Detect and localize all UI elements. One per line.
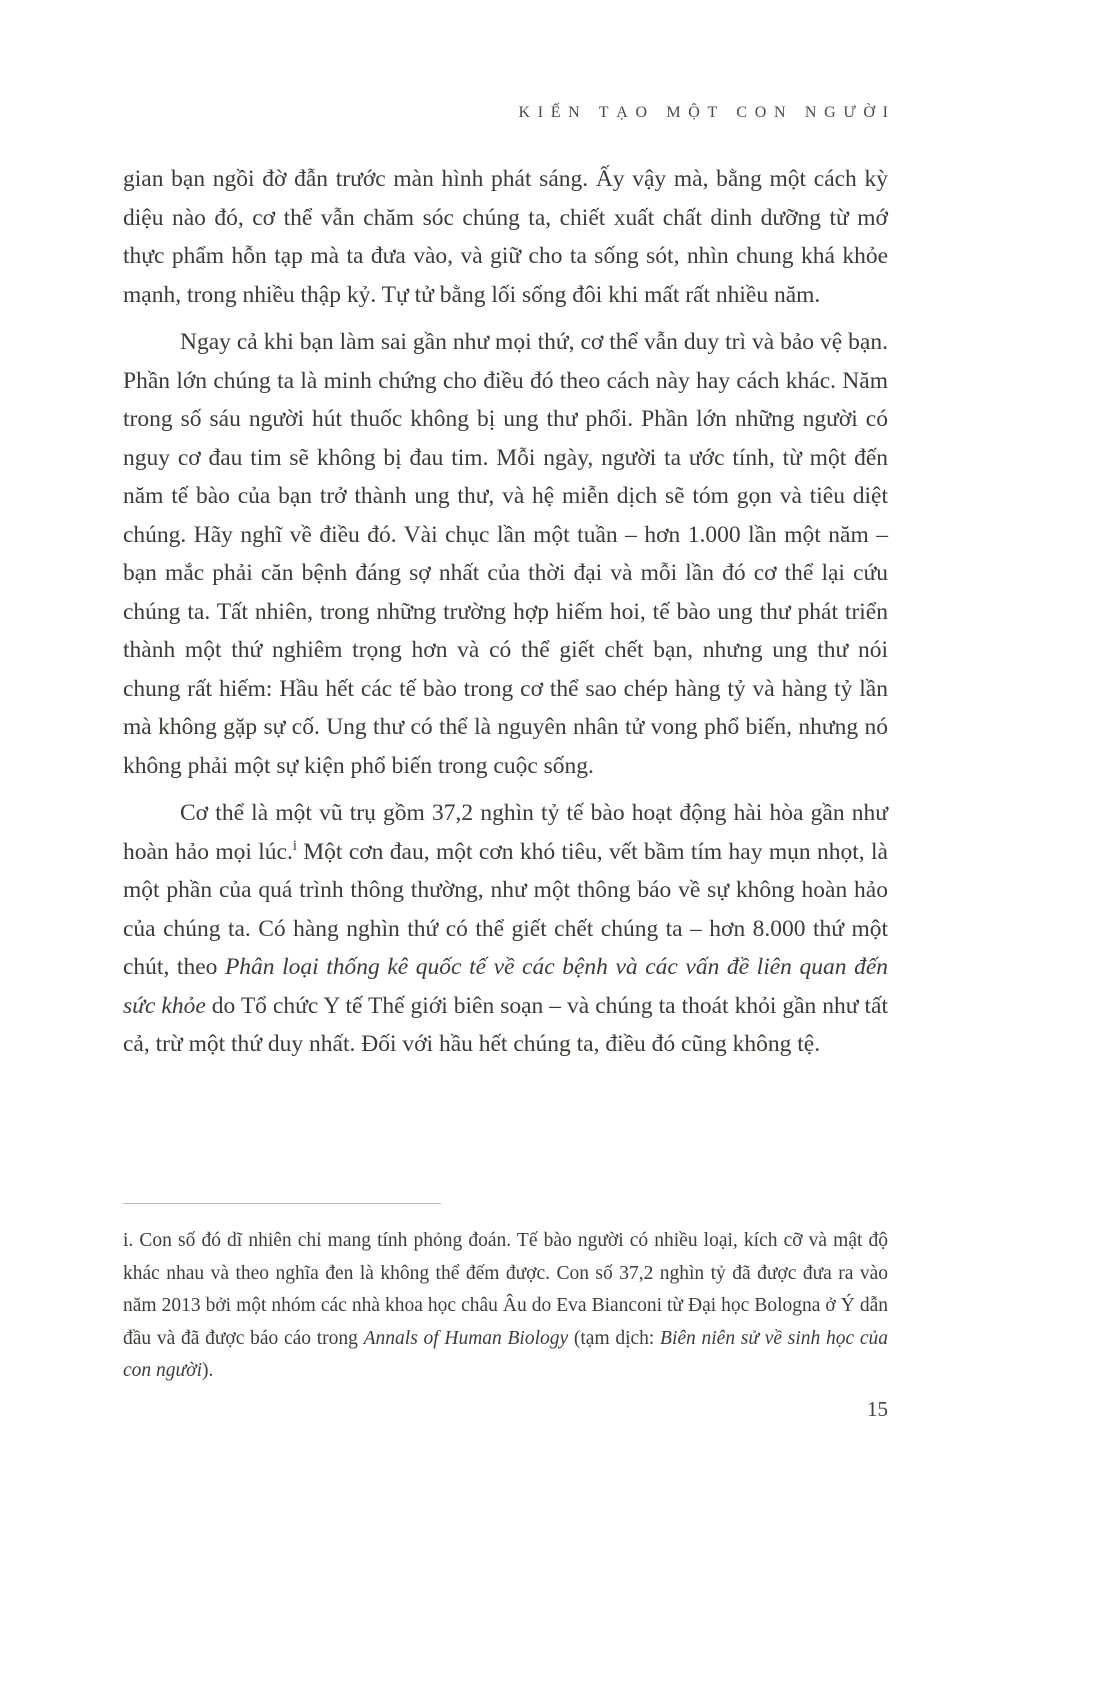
footnote-divider (123, 1203, 441, 1204)
running-header: KIẾN TẠO MỘT CON NGƯỜI (518, 104, 896, 121)
paragraph-text: do Tổ chức Y tế Thế giới biên soạn – và chúng ta thoát khỏi gần như tất cả, trừ một thứ duy nhất. Đối với hầu hết chúng ta, điều đó cũng không tệ. (123, 992, 888, 1057)
paragraph-3 (123, 794, 888, 1064)
paragraph-text: Một cơn đau, một cơn khó tiêu, vết bầm tím hay mụn nhọt, là một phần của quá trình thông thường, như một thông báo về sự không hoàn hảo của chúng ta. Có hàng nghìn thứ có thể giết chết chúng ta – hơn 8.000 thứ một chút, theo (123, 838, 888, 980)
translated-title-italic: Biên niên sử về sinh học của con người (123, 1327, 888, 1381)
paragraph-2 (123, 323, 888, 785)
paragraph-text: Ngay cả khi bạn làm sai gần như mọi thứ, cơ thể vẫn duy trì và bảo vệ bạn. Phần lớn chúng ta là minh chứng cho điều đó theo cách này hay cách khác. Năm trong số sáu người hút thuốc không bị ung thư phổi. Phần lớn những người có nguy cơ đau tim sẽ không bị đau tim. Mỗi ngày, người ta ước tính, từ một đến năm tế bào của bạn trở thành ung thư, và hệ miễn dịch sẽ tóm gọn và tiêu diệt chúng. Hãy nghĩ về điều đó. Vài chục lần một tuần – hơn 1.000 lần một năm – bạn mắc phải căn bệnh đáng sợ nhất của thời đại và mỗi lần đó cơ thể lại cứu chúng ta. Tất nhiên, trong những trường hợp hiếm hoi, tế bào ung thư phát triển thành một thứ nghiêm trọng hơn và có thể giết chết bạn, nhưng ung thư nói chung rất hiếm: Hầu hết các tế bào trong cơ thể sao chép hàng tỷ và hàng tỷ lần mà không gặp sự cố. Ung thư có thể là nguyên nhân tử vong phổ biến, nhưng nó không phải một sự kiện phổ biến trong cuộc sống. (123, 329, 888, 779)
footnote-area (123, 1203, 888, 1388)
paragraph-text: gian bạn ngồi đờ đẫn trước màn hình phát sáng. Ấy vậy mà, bằng một cách kỳ diệu nào đó, cơ thể vẫn chăm sóc chúng ta, chiết xuất chất dinh dưỡng từ mớ thực phẩm hỗn tạp mà ta đưa vào, và giữ cho ta sống sót, nhìn chung khá khỏe mạnh, trong nhiều thập kỷ. Tự tử bằng lối sống đôi khi mất rất nhiều năm. (123, 166, 888, 308)
footnote (123, 1225, 888, 1388)
page-number: 15 (867, 1397, 888, 1421)
paragraph-continuation (123, 160, 888, 314)
footnote-text: ). (202, 1360, 214, 1381)
book-title-italic: Phân loại thống kê quốc tế về các bệnh và các vấn đề liên quan đến sức khỏe (123, 954, 888, 1019)
body-text (123, 160, 888, 1073)
footnote-text: i. Con số đó dĩ nhiên chỉ mang tính phỏng đoán. Tế bào người có nhiều loại, kích cỡ và mật độ khác nhau và theo nghĩa đen là không thể đếm được. Con số 37,2 nghìn tỷ đã được đưa ra vào năm 2013 bởi một nhóm các nhà khoa học châu Âu do Eva Bianconi từ Đại học Bologna ở Ý dẫn đầu và đã được báo cáo trong (123, 1230, 888, 1349)
journal-title-italic: Annals of Human Biology (363, 1327, 569, 1349)
paragraph-text: Cơ thể là một vũ trụ gồm 37,2 nghìn tỷ tế bào hoạt động hài hòa gần như hoàn hảo mọi lúc. (123, 800, 888, 865)
footnote-marker: i (292, 837, 297, 854)
footnote-text: (tạm dịch: (568, 1327, 661, 1349)
